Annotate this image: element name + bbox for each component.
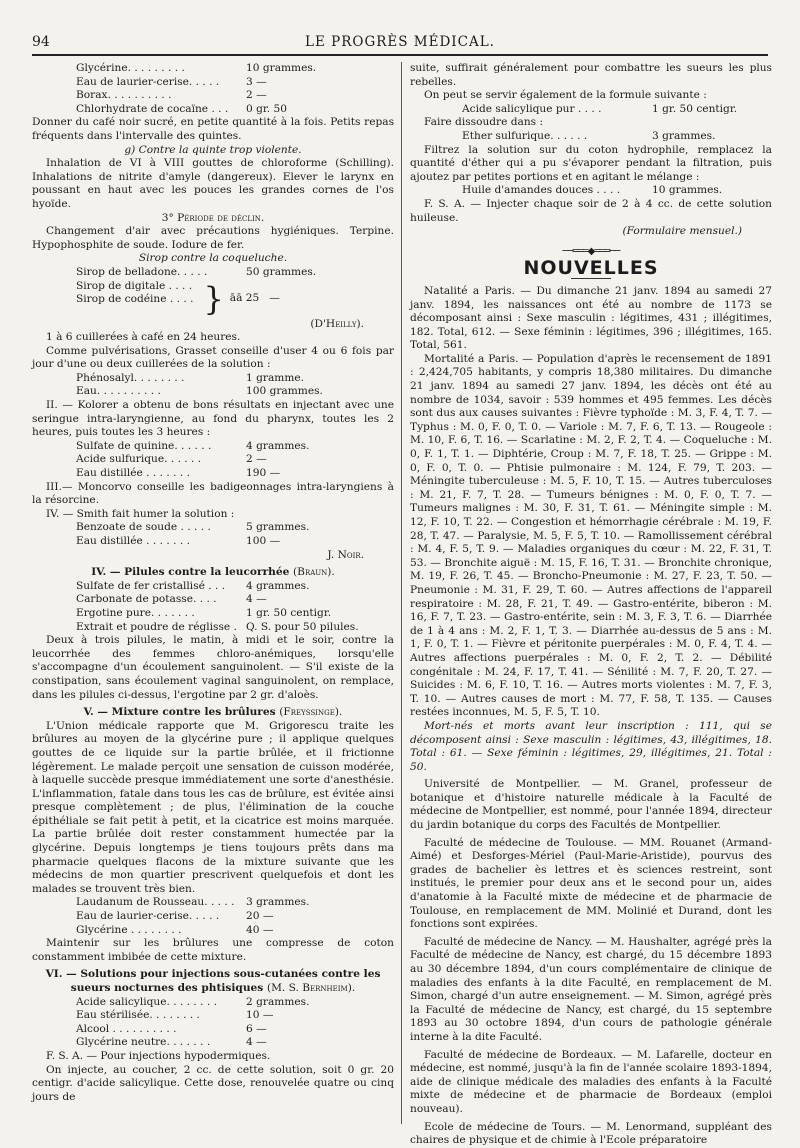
recipe-line [32,896,394,910]
recipe-ingredient: Benzoate de soude . . . . . [76,521,211,534]
recipe-quantity: 2 grammes. [246,995,310,1008]
left-column [32,62,394,1104]
recipe-quantity: 100 — [246,535,281,547]
brace-symbol: } [203,279,224,318]
recipe-quantity: 20 — [246,910,274,923]
paragraph: Changement d'air avec précautions hygiéniques. Terpine. Hypophosphite de soude. Iodure de fer. [32,225,394,251]
column-divider [401,62,402,1124]
recipe-line [32,580,394,594]
recipe-ingredient: Acide sulfurique. . . . . . [76,453,202,466]
section-heading-title: V. — Mixture contre les brûlures [83,706,276,719]
recipe-ingredient: Eau stérilisée. . . . . . . . [76,1009,200,1022]
recipe-line [32,1023,394,1037]
recipe-ingredient: Sirop de digitale . . . . [76,279,193,292]
recipe-pilules [32,580,394,634]
recipe-ingredient: Ether sulfurique. . . . . . [462,129,588,142]
recipe-quantity: 2 — [246,453,267,466]
recipe-line [32,103,394,117]
news-montpellier: Université de Montpellier. — M. Granel, professeur de botanique et d'histoire naturelle médicale à la Faculté de médecine de Montpellier, est nommé, pour l'année 1894, directeur du jardin botanique du corps des Facultés de Montpellier. [410,778,772,832]
recipe-ingredient: Borax. . . . . . . . . . [76,89,172,102]
paragraph: Donner du café noir sucré, en petite quantité à la fois. Petits repas fréquents dans l'intervalle des quintes. [32,116,394,142]
section-heading-author: (M. S. Bernheim). [266,982,356,994]
recipe-quantity: 40 — [246,923,274,936]
news-tours: Ecole de médecine de Tours. — M. Lenormand, suppléant des chaires de physique et de chimie à l'Ecole préparatoire [410,1120,772,1147]
recipe-ingredient: Glycérine . . . . . . . . [76,923,182,936]
recipe-quantity: — [269,291,280,304]
recipe-quinine [32,440,394,481]
recipe-ingredient: Sirop de codéine . . . . [76,293,194,306]
recipe-quantity: 1 gramme. [246,371,304,384]
paragraph: III.— Moncorvo conseille les badigeonnages intra-laryngiens à la résorcine. [32,480,394,507]
section-heading-author: (Braun). [293,566,335,579]
recipe-line [32,266,394,280]
recipe-quantity: 5 grammes. [246,521,310,534]
recipe-line [32,89,394,103]
section-heading [32,566,394,580]
recipe-line [32,1009,394,1023]
recipe-quantity: 1 gr. 50 centigr. [652,102,738,115]
header-rule [32,54,768,56]
recipe-line [32,521,394,535]
ornament-divider: ──═══◆═══── [562,245,620,257]
paragraph: Deux à trois pilules, le matin, à midi et le soir, contre la leucorrhée des femmes chloro-anémiques, lorsqu'elle s'accompagne d'un écoulement sanguinolent. — S'il existe de la constipation, sans écoulement vaginal sanguinolent, on remplace, dans les pilules ci-dessus, l'ergotine par 2 gr. d'aloès. [32,634,394,701]
recipe-line [32,535,394,549]
section-heading [32,706,394,720]
recipe-ingredient: Alcool . . . . . . . . . . [76,1022,177,1035]
recipe-line [32,593,394,607]
paragraph: Maintenir sur les brûlures une compresse de coton constamment imbibée de cette mixture. [32,937,394,963]
recipe-line [32,62,394,76]
news-nancy: Faculté de médecine de Nancy. — M. Haushalter, agrégé près la Faculté de médecine de Nancy, est chargé, du 15 décembre 1893 au 30 décembre 1894, d'un cours complémentaire de clinique de maladies des enfants à la dite Faculté, en remplacement de M. Simon, chargé d'un autre enseignement. — M. Simon, agrégé près la Faculté de médecine de Nancy, est chargé, du 15 septembre 1893 au 30 octobre 1894, d'un cours de pathologie générale interne à la dite Faculté. [410,935,772,1043]
section-subheading: g) Contre la quinte trop violente. [124,143,302,156]
paragraph: On peut se servir également de la formule suivante : [424,89,707,102]
recipe-line [32,924,394,938]
paragraph: 1 à 6 cuillerées à café en 24 heures. [46,331,241,344]
recipe-quantity: 3 grammes. [246,896,310,909]
recipe-ingredient: Laudanum de Rousseau. . . . . [76,896,235,909]
recipe-ingredient: Sulfate de fer cristallisé . . . [76,579,226,592]
section-heading-title: IV. — Pilules contre la leucorrhée [91,566,290,579]
recipe-ingredient: Glycérine neutre. . . . . . . [76,1036,211,1049]
recipe-ingredient: Extrait et poudre de réglisse . [76,620,237,633]
news-mortalite: Mortalité a Paris. — Population d'après le recensement de 1891 : 2,424,705 habitants, y compris 18,380 militaires. Du dimanche 21 janv. 1894 au samedi 27 janv. 1894, les décès ont été au nombre de 1034, savoir : 539 hommes et 495 femmes. Les décès sont dus aux causes suivantes : Fièvre typhoïde : M. 3, F. 4, T. 7. — Typhus : M. 0, F. 0, T. 0. — Variole : M. 7, F. 6, T. 13. — Rougeole : M. 10, F. 6, T. 16. — Scarlatine : M. 2, F. 2, T. 4. — Coqueluche : M. 0, F. 1, T. 1. — Diphtérie, Croup : M. 7, F. 18, T. 25. — Grippe : M. 0, F. 0, T. 0. — Phtisie pulmonaire : M. 124, F. 79, T. 203. — Méningite tuberculeuse : M. 5, F. 10, T. 15. — Autres tuberculoses : M. 21, F. 7, T. 28. — Tumeurs bénignes : M. 0, F. 0, T. 7. — Tumeurs malignes : M. 30, F. 31, T. 61. — Méningite simple : M. 12, F. 10, T. 22. — Congestion et hémorrhagie cérébrale : M. 19, F. 28, T. 47. — Paralysie, M. 5, F. 5, T. 10. — Ramollissement cérébral : M. 4, F. 5, T. 9. — Maladies organiques du cœur : M. 22, F. 31, T. 53. — Bronchite aiguë : M. 15, F. 16, T. 31. — Bronchite chronique, M. 19, F. 26, T. 45. — Broncho-Pneumonie : M. 27, F. 23, T. 50. — Pneumonie : M. 31, F. 29, T. 60. — Autres affections de l'appareil respiratoire : M. 28, F. 21, T. 49. — Gastro-entérite, biberon : M. 16, F. 7, T. 23. — Gastro-entérite, sein : M. 3, F. 3, T. 6. — Diarrhée de 1 à 4 ans : M. 2, F. 1, T. 3. — Diarrhée au-dessus de 5 ans : M. 1, F. 0, T. 1. — Fièvre et péritonite puerpérales : M. 0, F. 4, T. 4. — Autres affections puerpérales : M. 0, F. 2, T. 2. — Débilité congénitale : M. 24, F. 17, T. 41. — Sénilité : M. 7, F. 20, T. 27. — Suicides : M. 6, F. 10, T. 16. — Autres morts violentes : M. 7, F. 3, T. 10. — Autres causes de mort : M. 77, F. 58, T. 135. — Causes restées inconnues, M. 5, F. 5, T. 10. [410,352,772,719]
paragraph: II. — Kolorer a obtenu de bons résultats en injectant avec une seringue intra-laryngienne, au fond du pharynx, toutes les 2 heures, puis toutes les 3 heures : [32,399,394,439]
author-signature: (D'Heilly). [310,317,364,330]
recipe-quantity: Q. S. pour 50 pilules. [246,620,359,633]
recipe-quantity: 10 grammes. [246,62,317,74]
news-natalite: Natalité a Paris. — Du dimanche 21 janv. 1894 au samedi 27 janv. 1894, les naissances ont été au nombre de 1173 se décomposant ainsi : Sexe masculin : légitimes, 431 ; illégitimes, 182. Total, 612. — Sexe féminin : légitimes, 396 ; illégitimes, 165. Total, 561. [410,284,772,352]
recipe-laudanum [32,896,394,937]
recipe-quantity: 4 — [246,593,267,606]
recipe-line [32,607,394,621]
recipe-line [32,76,394,90]
paragraph: On injecte, au coucher, 2 cc. de cette solution, soit 0 gr. 20 centigr. d'acide salicylique. Cette dose, renouvelée quatre ou cinq jours de [32,1063,394,1103]
recipe-ingredient: Ergotine pure. . . . . . . [76,606,195,619]
recipe-ingredient: Eau de laurier-cerise. . . . . [76,75,220,88]
recipe-quantity: 100 grammes. [246,385,323,398]
section-subheading: 3° Période de déclin. [161,211,265,224]
recipe-quantity: 190 — [246,467,281,480]
recipe-line [32,440,394,454]
paragraph: suite, suffirait généralement pour combattre les sueurs les plus rebelles. [410,62,772,88]
recipe-line [32,910,394,924]
recipe-ingredient: Eau. . . . . . . . . . [76,385,161,398]
author-signature: J. Noir. [327,548,364,561]
section-title-nouvelles: NOUVELLES [523,257,659,280]
recipe-ingredient: Eau distillée . . . . . . . [76,535,190,547]
news-bordeaux: Faculté de médecine de Bordeaux. — M. Lafarelle, docteur en médecine, est nommé, jusqu'à la fin de l'année scolaire 1893-1894, aide de clinique médicale des maladies des enfants à la Faculté mixte de médecine et de pharmacie de Bordeaux (emploi nouveau). [410,1048,772,1115]
recipe-ingredient: Chlorhydrate de cocaïne . . . [76,102,229,115]
recipe-quantity: 2 — [246,89,267,102]
recipe-acide-salicylique [32,996,394,1050]
recipe-line [32,996,394,1010]
recipe-glycerine-borax [32,62,394,116]
recipe-ingredient: Huile d'amandes douces . . . . [462,184,621,197]
section-heading-title: VI. — Solutions pour injections sous-cutanées contre les sueurs nocturnes des phtisiques [45,968,381,994]
right-column [410,62,772,1148]
recipe-line [410,130,772,144]
recipe-ingredient: Acide salicylique pur . . . . [462,102,602,115]
recipe-line [410,103,772,117]
recipe-quantity: 4 grammes. [246,439,310,452]
recipe-quantity: 3 grammes. [652,129,716,142]
recipe-quantity: 0 gr. 50 [246,102,288,115]
recipe-brace-group [32,280,394,318]
recipe-quantity: 4 — [246,1036,267,1049]
news-toulouse: Faculté de médecine de Toulouse. — MM. Rouanet (Armand-Aimé) et Desforges-Mériel (Paul-Marie-Aristide), pourvus des grades de bachelier ès lettres et ès sciences restreint, sont institués, le premier pour deux ans et le second pour un, aides d'anatomie à la Faculté mixte de médecine et de pharmacie de Toulouse, en remplacement de MM. Molinié et Durand, dont les fonctions sont expirées. [410,836,772,931]
section-heading [32,968,394,995]
recipe-title: Sirop contre la coqueluche. [138,252,288,265]
page-header [32,34,768,52]
recipe-ingredient: Phénosalyl. . . . . . . . [76,371,185,384]
recipe-line [410,184,772,198]
paragraph: F. S. A. — Pour injections hypodermiques. [46,1049,271,1062]
recipe-line [32,372,394,386]
recipe-quantity: āā 25 [229,291,260,304]
recipe-quantity: 10 — [246,1009,274,1022]
recipe-phenosalyl [32,372,394,399]
source-citation: (Formulaire mensuel.) [622,225,742,238]
section-heading-author: (Freyssinge). [279,706,343,719]
recipe-quantity: 50 grammes. [246,265,317,278]
recipe-ingredient: Sirop de belladone. . . . . [76,265,208,278]
paragraph: Faire dissoudre dans : [424,116,544,129]
recipe-ingredient: Sulfate de quinine. . . . . . [76,439,212,452]
recipe-quantity: 10 grammes. [652,184,723,197]
recipe-line [32,453,394,467]
recipe-line [32,385,394,399]
recipe-ingredient: Eau distillée . . . . . . . [76,467,190,480]
paragraph: F. S. A. — Injecter chaque soir de 2 à 4 cc. de cette solution huileuse. [410,197,772,224]
news-mort-nes: Mort-nés et morts avant leur inscription : 111, qui se décomposent ainsi : Sexe masculin : légitimes, 43, illégitimes, 18. Total : 61. — Sexe féminin : légitimes, 29, illégitimes, 21. Total : 50. [410,719,772,773]
paragraph: L'Union médicale rapporte que M. Grigorescu traite les brûlures au moyen de la glycérine pure ; il applique quelques gouttes de ce liquide sur la partie brûlée, et il frictionne légèrement. Le malade perçoit une sensation de cuisson modérée, à laquelle succède presque immédiatement une sorte d'anesthésie. L'inflammation, fatale dans tous les cas de brûlure, est évitée ainsi presque complètement ; de plus, l'élimination de la couche épithéliale se fait petit à petit, et la cicatrice est moins marquée. La partie brûlée doit rester constamment humectée par la glycérine. Depuis longtemps je tiens toujours prêts dans ma pharmacie quelques flacons de la mixture suivante que les médecins de mon quartier prescrivent quelquefois et dont les malades se trouvent très bien. [32,719,394,895]
paragraph: IV. — Smith fait humer la solution : [46,507,235,520]
page-number: 94 [32,34,50,50]
recipe-line [32,621,394,635]
recipe-benzoate [32,521,394,548]
paragraph: Filtrez la solution sur du coton hydrophile, remplacez la quantité d'éther qui a pu s'évaporer pendant la filtration, puis ajoutez par petites portions et en agitant le mélange : [410,143,772,183]
recipe-line [32,1036,394,1050]
recipe-line [32,467,394,481]
recipe-quantity: 6 — [246,1022,267,1035]
recipe-quantity: 4 grammes. [246,579,310,592]
paragraph: Comme pulvérisations, Grasset conseille d'user 4 ou 6 fois par jour d'une ou deux cuillerées de la solution : [32,344,394,371]
paragraph: Inhalation de VI à VIII gouttes de chloroforme (Schilling). Inhalations de nitrite d'amyle (dangereux). Elever le larynx en poussant en haut avec les pouces les grandes cornes de l'os hyoïde. [32,157,394,210]
recipe-quantity: 3 — [246,75,267,88]
recipe-ingredient: Acide salicylique. . . . . . . . [76,995,217,1008]
recipe-ingredient: Glycérine. . . . . . . . . [76,62,185,74]
journal-title: LE PROGRÈS MÉDICAL. [305,34,495,50]
recipe-ingredient: Eau de laurier-cerise. . . . . [76,910,220,923]
recipe-quantity: 1 gr. 50 centigr. [246,606,332,619]
recipe-ingredient: Carbonate de potasse. . . . [76,593,217,606]
